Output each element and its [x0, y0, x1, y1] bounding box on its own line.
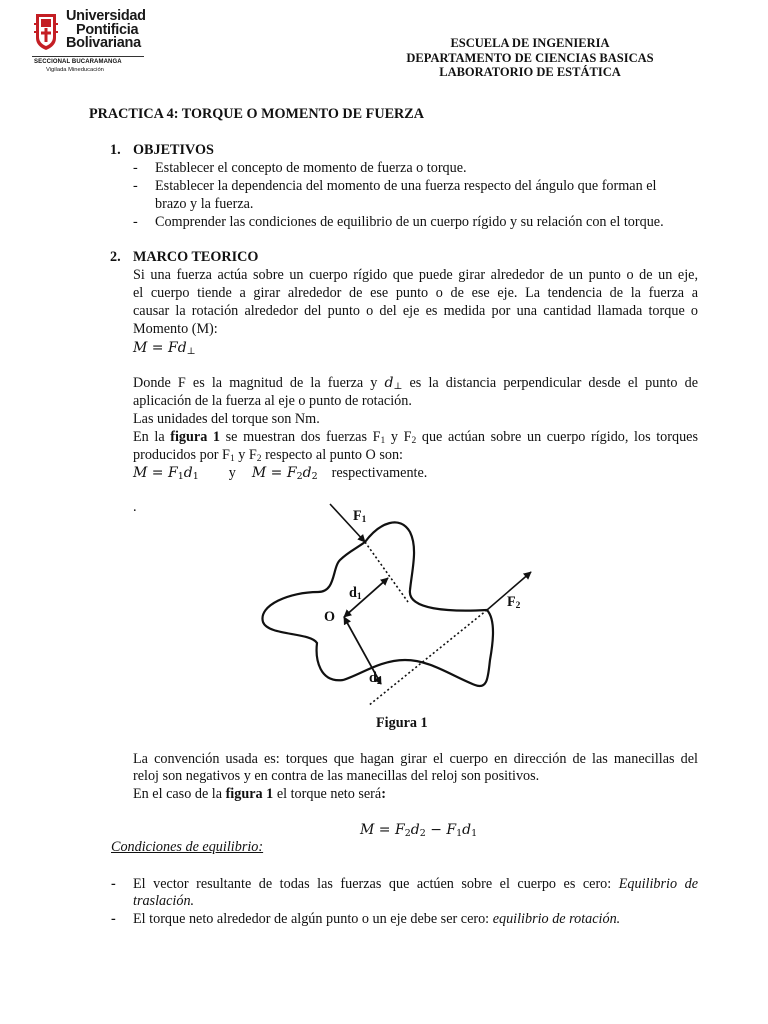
equilibrium-item: El torque neto alrededor de algún punto o un eje debe ser cero: equilibrio de rotación.	[133, 911, 621, 927]
practice-title: PRACTICA 4: TORQUE O MOMENTO DE FUERZA	[89, 106, 425, 122]
logo-subline: SECCIONAL BUCARAMANGA	[34, 59, 122, 65]
rigid-body-outline	[262, 522, 493, 686]
bullet-dash: -	[133, 214, 138, 230]
logo-vigilada: Vigilada Mineducación	[46, 67, 104, 73]
theory-line: el cuerpo tiende a girar alrededor de ese punto o de ese eje. La tendencia de la fuerza a	[133, 285, 698, 301]
bullet-dash: -	[111, 911, 116, 927]
header-lab: LABORATORIO DE ESTÁTICA	[439, 65, 621, 80]
theory-produced-line: producidos por $F_1$ y $F_2$ respecto al punto O son:	[133, 447, 403, 464]
logo-wordmark: Universidad Pontificia Bolivariana	[66, 8, 146, 51]
label-f1: $F_1$	[353, 508, 367, 525]
torque-pair-formula: $M = F_1d_1$ y $M = F_2d_2$ respectivamente.	[133, 465, 428, 482]
theory-line: Momento (M):	[133, 321, 218, 337]
net-torque-formula: $M = F_2d_2 - F_1d_1$	[360, 822, 478, 839]
equilibrium-item-cont: traslación.	[133, 893, 195, 909]
objective-item: Establecer la dependencia del momento de una fuerza respecto del ángulo que forman el	[155, 178, 657, 194]
figure-caption: Figura 1	[376, 715, 428, 731]
bullet-dash: -	[133, 160, 138, 176]
bullet-dash: -	[111, 876, 116, 892]
label-d2: $d_2$	[369, 670, 382, 687]
section-number: 2.	[110, 249, 121, 265]
convention-line: La convención usada es: torques que hagan girar el cuerpo en dirección de las manecillas del	[133, 751, 698, 767]
objective-item-cont: brazo y la fuerza.	[155, 196, 254, 212]
label-point-o: O	[324, 609, 336, 625]
equilibrium-title: Condiciones de equilibrio:	[111, 839, 264, 855]
equilibrium-item: El vector resultante de todas las fuerzas que actúen sobre el cuerpo es cero: Equilibrio de	[133, 876, 698, 892]
section-number: 1.	[110, 142, 121, 158]
bullet-dash: -	[133, 178, 138, 194]
section-title-objectives: OBJETIVOS	[133, 142, 214, 158]
d-perp-symbol: $d_\perp$	[384, 375, 403, 392]
net-torque-intro: En el caso de la figura 1 el torque neto será:	[133, 786, 386, 802]
torque-formula: $M = Fd_\perp$	[133, 340, 196, 357]
header-school: ESCUELA DE INGENIERIA	[450, 36, 610, 50]
label-d1: $d_1$	[349, 585, 362, 602]
objective-item: Establecer el concepto de momento de fuerza o torque.	[155, 160, 467, 176]
stray-dot: .	[133, 499, 137, 515]
section-title-theory: MARCO TEORICO	[133, 249, 259, 265]
theory-donde-line: Donde F es la magnitud de la fuerza y $d_\perp$ es la distancia perpendicular desde el punto de	[133, 375, 698, 392]
f2-line-of-action	[368, 610, 487, 706]
objective-item: Comprender las condiciones de equilibrio de un cuerpo rígido y su relación con el torque.	[155, 214, 664, 230]
label-f2: $F_2$	[507, 594, 521, 611]
theory-line: Si una fuerza actúa sobre un cuerpo rígido que puede girar alrededor de un punto o de un eje,	[133, 267, 698, 283]
theory-figref-line: En la figura 1 se muestran dos fuerzas $F_1$ y $F_2$ que actúan sobre un cuerpo rígido, los torques	[133, 429, 699, 446]
header-department: DEPARTAMENTO DE CIENCIAS BASICAS	[406, 50, 654, 65]
theory-units: Las unidades del torque son Nm.	[133, 411, 320, 427]
convention-line: reloj son negativos y en contra de las manecillas del reloj son positivos.	[133, 768, 540, 784]
theory-line: causar la rotación alrededor del punto o del eje es medida por una cantidad llamada torque o	[133, 303, 698, 319]
theory-line: aplicación de la fuerza al eje o punto de rotación.	[133, 393, 412, 409]
